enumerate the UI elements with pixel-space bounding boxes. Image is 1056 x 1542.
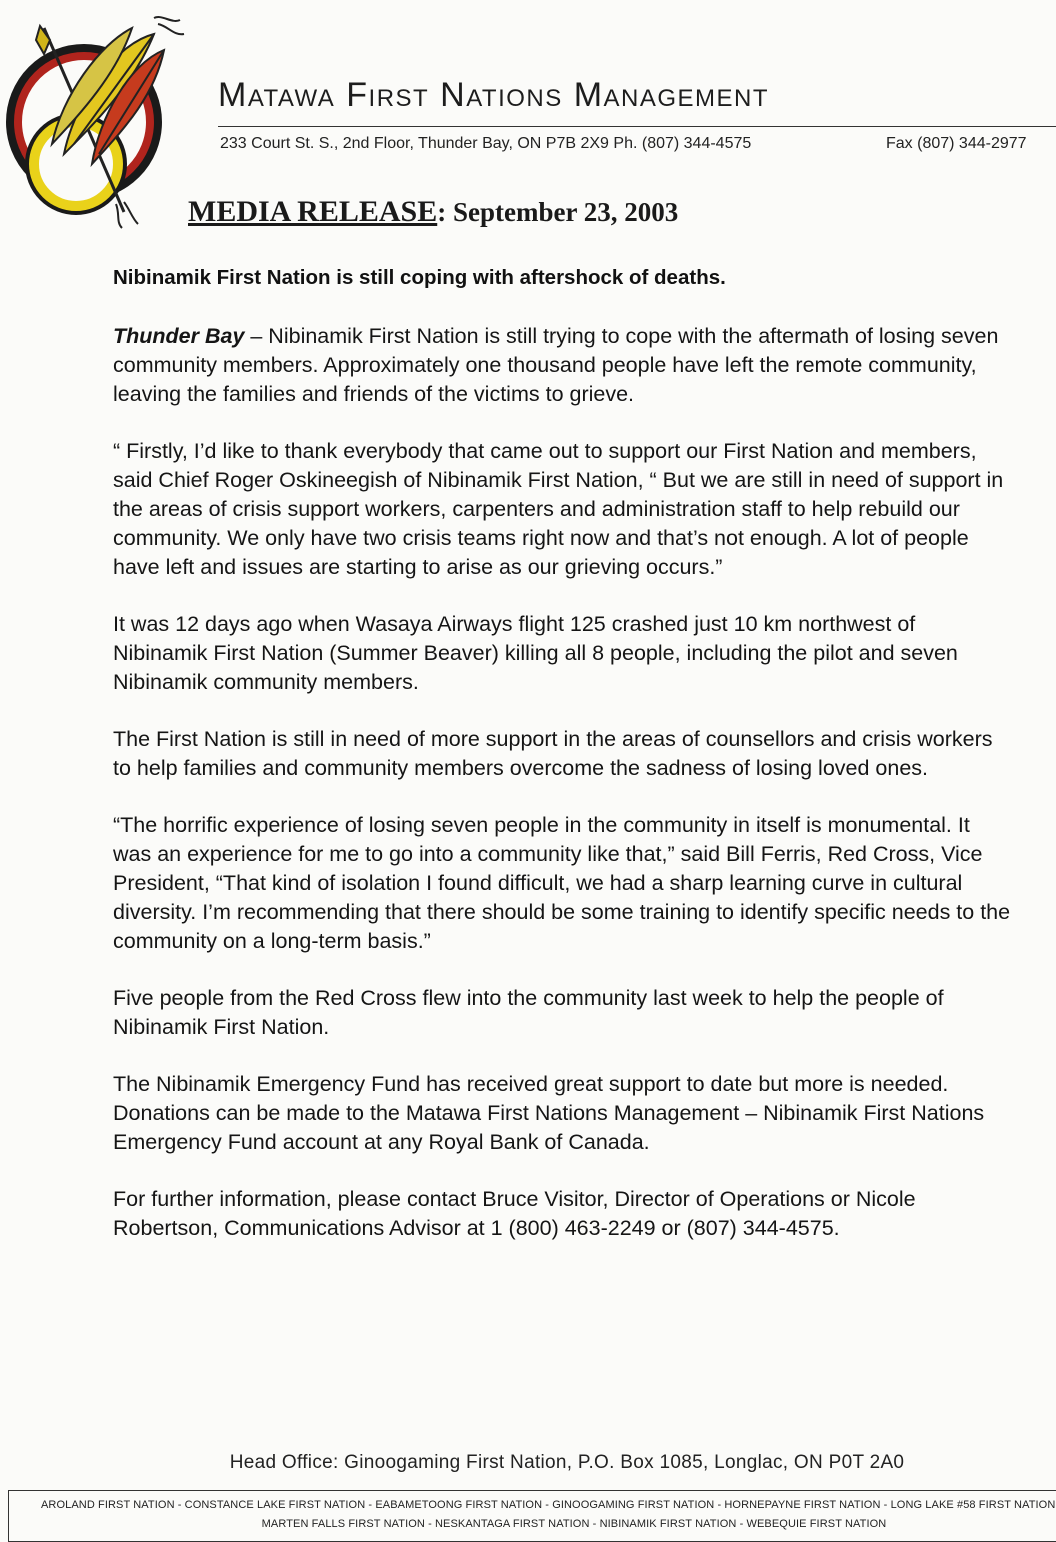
fax-number: Fax (807) 344-2977 — [886, 135, 1027, 152]
paragraph-1 — [113, 322, 1013, 409]
street-address: 233 Court St. S., 2nd Floor, Thunder Bay, ON P7B 2X9 Ph. (807) 344-4575 — [220, 135, 752, 152]
dreamcatcher-feather-logo-icon — [4, 4, 190, 232]
member-nations-line-1: AROLAND FIRST NATION - CONSTANCE LAKE FIRST NATION - EABAMETOONG FIRST NATION - GINOOGAMING FIRST NATION - HORNEPAYNE FIRST NATION - LONG LAKE #58 FIRST NATION — [41, 1499, 1056, 1511]
paragraph-3: It was 12 days ago when Wasaya Airways flight 125 crashed just 10 km northwest of Nibinamik First Nation (Summer Beaver) killing all 8 people, including the pilot and seven Nibinamik community members. — [113, 612, 958, 694]
release-body — [113, 322, 1013, 1271]
header-rule — [218, 126, 1056, 127]
release-date: : September 23, 2003 — [437, 197, 679, 227]
dateline: Thunder Bay — [113, 324, 245, 348]
paragraph-5: “The horrific experience of losing seven people in the community in itself is monumental. It was an experience for me to go into a community like that,” said Bill Ferris, Red Cross, Vice President, “That kind of isolation I found difficult, we had a sharp learning curve in cultural diversity. I’m recommending that there should be some training to identify specific needs to the community on a long-term basis.” — [113, 813, 1011, 953]
paragraph-2: “ Firstly, I’d like to thank everybody that came out to support our First Nation and members, said Chief Roger Oskineegish of Nibinamik First Nation, “ But we are still in need of support in the areas of crisis support workers, carpenters and administration staff to help rebuild our community. We only have two crisis teams right now and that’s not enough. A lot of people have left and issues are starting to arise as our grieving occurs.” — [113, 439, 1004, 579]
paragraph-7: The Nibinamik Emergency Fund has received great support to date but more is needed. Donations can be made to the Matawa First Nations Management – Nibinamik First Nations Emergency Fund account at any Royal Bank of Canada. — [113, 1072, 985, 1154]
member-nations-line-2: MARTEN FALLS FIRST NATION - NESKANTAGA FIRST NATION - NIBINAMIK FIRST NATION - WEBEQUIE FIRST NATION — [261, 1518, 887, 1530]
organization-name: Matawa First Nations Management — [218, 76, 770, 114]
media-release-label: MEDIA RELEASE — [188, 195, 438, 228]
paragraph-4: The First Nation is still in need of more support in the areas of counsellors and crisis workers to help families and community members overcome the sadness of losing loved ones. — [113, 727, 993, 780]
paragraph-8: For further information, please contact Bruce Visitor, Director of Operations or Nicole Robertson, Communications Advisor at 1 (800) 463-2249 or (807) 344-4575. — [113, 1187, 916, 1240]
member-nations-box — [8, 1490, 1056, 1542]
paragraph-6: Five people from the Red Cross flew into the community last week to help the people of Nibinamik First Nation. — [113, 986, 944, 1039]
paragraph-1-text: – Nibinamik First Nation is still trying to cope with the aftermath of losing seven community members. Approximately one thousand people have left the remote community, leaving the families and friends of the victims to grieve. — [113, 324, 999, 406]
headline: Nibinamik First Nation is still coping with aftershock of deaths. — [113, 266, 726, 289]
head-office-address: Head Office: Ginoogaming First Nation, P.O. Box 1085, Longlac, ON P0T 2A0 — [229, 1452, 905, 1473]
address-line — [220, 135, 1027, 153]
media-release-heading — [188, 195, 678, 229]
